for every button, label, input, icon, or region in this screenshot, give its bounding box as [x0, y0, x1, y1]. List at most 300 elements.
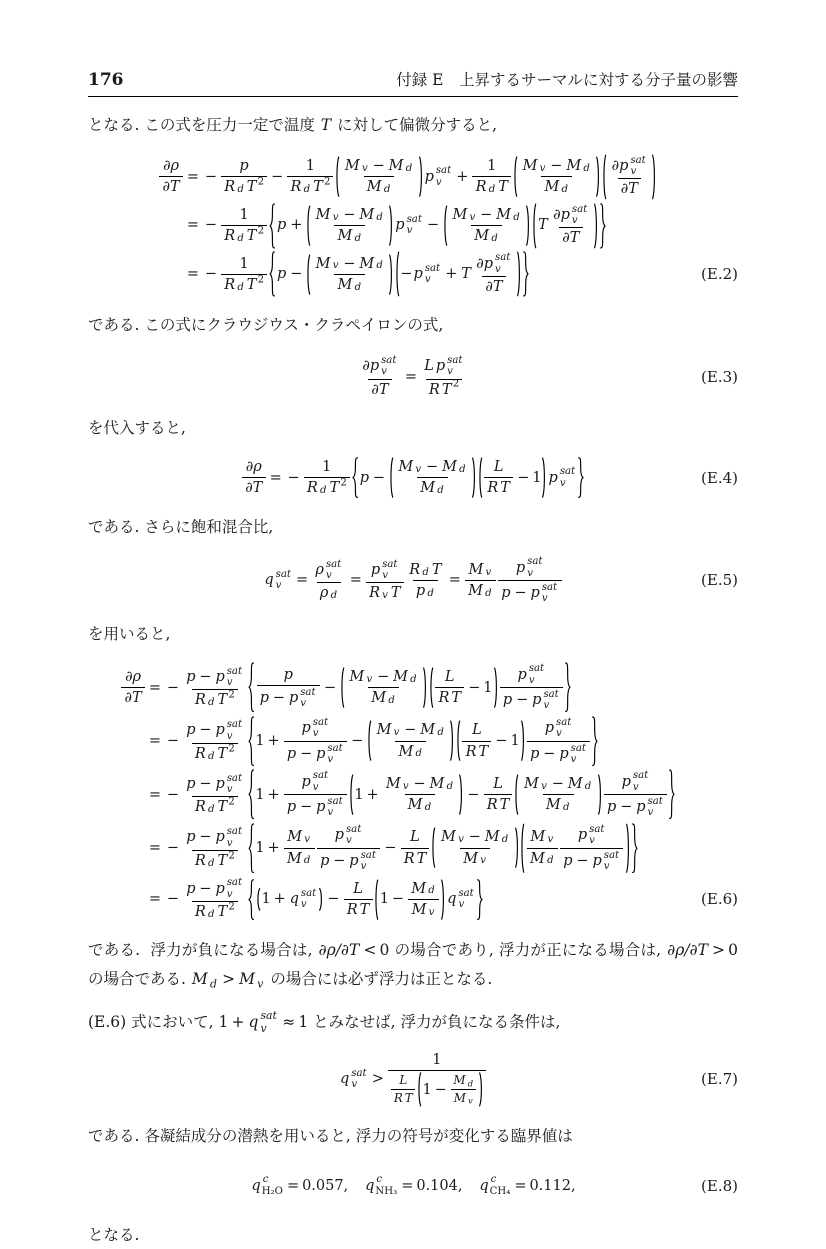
math-fraction	[284, 769, 347, 820]
group-content	[536, 203, 594, 249]
math-superscript	[588, 824, 605, 835]
math-fraction	[408, 879, 439, 920]
math-subsup	[375, 1174, 397, 1197]
math-var: d	[424, 801, 432, 813]
math-subsup	[559, 466, 576, 489]
math-var: v	[226, 837, 233, 849]
equation-number: (E.3)	[701, 367, 738, 386]
math-subscript	[526, 568, 534, 579]
math-operator: −	[166, 891, 179, 908]
math-subsup	[226, 773, 243, 796]
math-subscript	[632, 782, 640, 793]
text-run: となる. この式を圧力一定で温度	[88, 116, 320, 134]
math-fraction	[373, 720, 448, 761]
math-var: M	[468, 561, 484, 578]
math-subscript	[303, 184, 311, 197]
math-var: sat	[226, 877, 243, 889]
math-var: q	[365, 1177, 375, 1194]
fraction-denominator	[500, 687, 563, 713]
fraction-numerator	[550, 203, 592, 228]
math-fraction	[465, 560, 496, 601]
text-run: (E.6) 式において,	[88, 1012, 219, 1031]
equation-number: (E.5)	[701, 571, 738, 590]
math-var: sat	[260, 1009, 277, 1023]
math-var: ∂p	[362, 358, 380, 375]
math-operator: =	[287, 1177, 300, 1194]
math-var: v	[345, 835, 352, 847]
math-subscript	[236, 282, 244, 295]
math-num: 1	[510, 733, 520, 750]
math-subscript	[488, 184, 496, 197]
math-var: sat	[543, 689, 559, 701]
fraction-numerator	[521, 774, 596, 794]
fraction-denominator	[221, 225, 267, 246]
fraction-numerator	[183, 772, 246, 797]
math-subsup	[326, 796, 343, 819]
math-subscript	[354, 282, 362, 295]
math-subscript	[562, 802, 570, 815]
math-var: ∂ρ	[245, 458, 262, 475]
math-superscript	[325, 559, 342, 570]
math-var: p	[334, 827, 344, 844]
math-var: T	[313, 179, 323, 196]
math-var: sat	[447, 354, 463, 366]
math-subscript	[319, 485, 327, 498]
math-var: ∂ρ/∂T	[318, 941, 360, 960]
math-operator: −	[271, 168, 284, 185]
math-subscript	[501, 834, 509, 847]
math-subsup	[226, 877, 243, 900]
math-fraction	[421, 354, 467, 400]
math-var: T	[329, 480, 340, 497]
math-subscript	[467, 1096, 474, 1106]
math-subscript	[236, 184, 244, 197]
paren-bracket	[517, 251, 521, 297]
math-var: M	[239, 969, 256, 988]
math-var: R	[487, 480, 499, 497]
math-fraction	[484, 457, 513, 498]
text-run: を代入すると,	[88, 418, 186, 437]
math-var: ∂ρ	[163, 157, 180, 174]
math-operator: −	[372, 157, 385, 174]
math-var: T	[217, 852, 228, 869]
math-var: M	[315, 255, 331, 272]
math-operator: =	[148, 786, 162, 803]
math-operator: −	[468, 829, 481, 846]
math-var: v	[435, 176, 442, 188]
paren-group	[602, 154, 657, 200]
group-content	[310, 254, 389, 295]
math-superscript	[647, 796, 664, 807]
math-var: M	[366, 179, 382, 196]
math-fraction	[391, 1072, 415, 1107]
math-var: M	[474, 227, 490, 244]
fraction-denominator	[472, 176, 511, 197]
math-var: v	[360, 860, 367, 872]
math-superscript	[262, 1174, 270, 1185]
paragraph	[88, 513, 738, 542]
brace-bracket	[592, 716, 598, 767]
math-var: sat	[589, 823, 605, 835]
math-subscript	[207, 804, 215, 817]
fraction-numerator	[490, 774, 506, 794]
equation-body	[358, 354, 468, 400]
math-superscript	[258, 225, 264, 238]
fraction-denominator	[413, 580, 438, 601]
math-superscript	[457, 888, 474, 899]
paren-group	[340, 667, 428, 708]
math-superscript	[326, 743, 343, 754]
math-operator: −	[300, 799, 313, 816]
paren-group	[431, 827, 519, 868]
math-var: sat	[570, 742, 586, 754]
fraction-denominator	[159, 176, 183, 197]
math-var: sat	[351, 1067, 367, 1079]
math-var: d	[415, 748, 422, 760]
math-operator: +	[231, 1012, 245, 1031]
paren-group	[429, 667, 498, 708]
math-var: v	[480, 855, 487, 867]
page-number: 176	[88, 70, 124, 90]
math-operator: −	[323, 679, 337, 696]
math-var: p	[186, 722, 196, 739]
math-superscript	[435, 165, 452, 176]
math-var: sat	[541, 581, 558, 593]
math-var: M	[441, 829, 456, 846]
paren-group	[256, 888, 324, 911]
text-run: の場合である.	[88, 941, 743, 988]
math-var: d	[562, 801, 570, 813]
math-var: p	[359, 469, 370, 486]
math-var: p	[186, 880, 196, 897]
math-superscript	[326, 796, 343, 807]
math-fraction	[312, 205, 387, 246]
fraction-denominator	[560, 848, 623, 874]
math-operator: +	[267, 786, 280, 803]
math-operator: ≈	[282, 1012, 296, 1031]
math-var: M	[544, 179, 560, 196]
math-var: p	[349, 852, 359, 869]
math-fraction	[473, 251, 515, 297]
equation-lhs	[92, 667, 146, 708]
math-subscript	[457, 834, 465, 847]
equation-block-E.7	[88, 1050, 738, 1108]
fraction-denominator	[368, 379, 392, 400]
paren-bracket	[515, 827, 519, 868]
math-fraction	[284, 827, 315, 868]
text-run: とみなせば, 浮力が負になる条件は,	[308, 1012, 561, 1031]
fraction-numerator	[284, 827, 314, 847]
math-var: v	[312, 728, 319, 740]
math-var: d	[547, 855, 554, 867]
math-num: 2	[452, 378, 460, 390]
group-content	[606, 154, 652, 200]
math-operator: =	[148, 891, 162, 908]
math-subscript	[226, 889, 234, 900]
math-var: d	[583, 162, 590, 174]
math-operator: =	[186, 217, 200, 234]
fraction-denominator	[484, 794, 513, 815]
math-fraction	[527, 716, 590, 767]
math-var: d	[513, 211, 520, 223]
math-var: d	[320, 484, 327, 496]
math-var: M	[524, 775, 539, 792]
math-num: −	[400, 266, 413, 283]
equation-block-E.6	[88, 662, 738, 922]
math-var: d	[237, 232, 244, 244]
math-var: d	[383, 183, 391, 195]
math-fraction	[498, 555, 561, 606]
math-subsup	[424, 263, 441, 286]
math-subsup	[490, 1174, 511, 1197]
math-operator: −	[543, 745, 556, 762]
math-subscript	[414, 464, 422, 477]
equation-body	[263, 555, 562, 606]
math-var: sat	[345, 823, 362, 835]
math-operator: −	[351, 733, 364, 750]
fraction-denominator	[395, 741, 426, 762]
math-operator: −	[166, 679, 179, 696]
math-var: v	[543, 700, 550, 712]
math-var: p	[186, 829, 196, 846]
paren-bracket	[459, 774, 463, 815]
math-superscript	[312, 717, 329, 728]
math-subsup	[312, 770, 329, 793]
math-var: R	[409, 561, 421, 578]
math-superscript	[375, 1174, 383, 1185]
math-var: T	[441, 381, 452, 398]
group-content	[433, 667, 493, 708]
math-subscript	[512, 212, 520, 225]
math-var: R	[393, 1091, 403, 1106]
math-var: M	[496, 206, 512, 223]
math-subscript	[262, 1186, 283, 1197]
math-var: L	[493, 458, 504, 475]
fraction-denominator	[559, 227, 583, 248]
math-num: 2	[257, 176, 265, 188]
math-var: R	[486, 797, 498, 814]
equation-body	[146, 823, 638, 874]
math-operator: =	[349, 572, 362, 589]
fraction-denominator	[451, 1089, 476, 1107]
math-num: 1	[255, 840, 265, 857]
equation-line	[88, 1165, 738, 1207]
fraction-numerator	[122, 667, 144, 687]
math-fraction	[342, 156, 417, 197]
paren-group	[367, 720, 455, 761]
math-subscript	[467, 1078, 474, 1088]
paren-bracket	[594, 203, 598, 249]
math-subsup	[381, 559, 398, 582]
math-subscript	[409, 674, 417, 687]
math-fraction	[560, 823, 623, 874]
math-fraction	[472, 156, 511, 197]
paragraph	[88, 111, 738, 140]
math-fraction	[317, 823, 380, 874]
math-operator: −	[468, 679, 481, 696]
math-var: v	[469, 211, 476, 223]
fraction-denominator	[242, 477, 266, 498]
math-var: q	[248, 1012, 259, 1031]
math-subscript	[226, 838, 234, 849]
math-var: v	[351, 1079, 358, 1091]
fraction-denominator	[192, 850, 238, 871]
math-fraction	[183, 665, 246, 711]
math-subsup	[526, 556, 543, 579]
text-run: の場合には必ず浮力は正となる.	[265, 969, 493, 988]
math-num: NH₃	[375, 1185, 398, 1197]
math-fraction	[395, 457, 470, 498]
fraction-denominator	[121, 687, 145, 708]
fraction-denominator	[192, 796, 238, 817]
math-operator: −	[480, 206, 493, 223]
math-fraction	[221, 156, 267, 197]
math-superscript	[258, 176, 264, 189]
math-subsup	[542, 689, 559, 712]
paren-bracket	[596, 156, 600, 197]
equation-line	[92, 662, 738, 713]
math-var: M	[522, 157, 538, 174]
math-subscript	[330, 590, 338, 603]
math-superscript	[559, 466, 576, 477]
math-var: T	[500, 480, 510, 497]
fraction-numerator	[449, 205, 524, 225]
math-var: p	[286, 799, 297, 816]
math-var: T	[390, 585, 401, 602]
math-operator: −	[404, 722, 417, 739]
fraction-denominator	[317, 848, 380, 874]
math-subscript	[540, 781, 548, 794]
math-var: v	[366, 673, 373, 685]
math-var: ∂T	[562, 230, 580, 247]
paren-group	[306, 205, 394, 246]
math-var: R	[194, 904, 206, 921]
math-operator: −	[427, 217, 440, 234]
fraction-denominator	[604, 794, 667, 820]
math-num: 1	[239, 206, 249, 223]
math-var: d	[303, 855, 311, 867]
fraction-denominator	[284, 848, 315, 869]
brace-bracket	[523, 251, 529, 297]
math-var: p	[215, 775, 225, 792]
math-operator: +	[445, 266, 458, 283]
math-var: p	[424, 168, 434, 185]
math-var: M	[337, 276, 353, 293]
fraction-numerator	[373, 720, 448, 740]
math-var: p	[592, 852, 602, 869]
math-subscript	[436, 485, 444, 498]
math-fraction	[284, 716, 347, 767]
fraction-numerator	[465, 560, 495, 580]
math-var: sat	[630, 154, 646, 166]
fraction-numerator	[407, 827, 423, 847]
paragraph	[88, 311, 738, 340]
math-operator: −	[426, 458, 439, 475]
group-content	[447, 205, 526, 246]
text-run: の場合であり, 浮力が正になる場合は,	[389, 941, 667, 960]
math-var: q	[264, 572, 274, 589]
math-superscript	[528, 663, 545, 674]
math-subscript	[542, 700, 550, 711]
text-run: である. さらに飽和混合比,	[88, 517, 274, 536]
math-var: T	[217, 799, 228, 816]
math-superscript	[324, 176, 330, 189]
math-fraction	[388, 1050, 486, 1108]
math-subscript	[226, 731, 234, 742]
math-subscript	[647, 807, 655, 818]
brace-group	[248, 769, 675, 820]
math-subscript	[332, 260, 340, 273]
math-subscript	[312, 728, 320, 739]
math-var: v	[327, 807, 334, 819]
math-operator: =	[148, 840, 162, 857]
math-superscript	[360, 850, 377, 861]
paren-bracket	[542, 457, 546, 498]
equation-line	[92, 823, 738, 874]
math-operator: −	[384, 840, 397, 857]
brace-group	[248, 823, 637, 874]
math-var: p	[215, 880, 225, 897]
math-var: L	[444, 668, 455, 685]
math-var: M	[359, 255, 375, 272]
math-var: sat	[300, 887, 317, 899]
math-var: v	[332, 211, 339, 223]
math-subsup	[345, 824, 362, 847]
math-var: M	[287, 829, 303, 846]
math-subscript	[387, 695, 395, 708]
math-num: H₂O	[261, 1185, 283, 1197]
fraction-denominator	[618, 178, 642, 199]
math-subsup	[541, 582, 558, 605]
equation-body	[146, 716, 599, 767]
math-subscript	[226, 784, 234, 795]
fraction-denominator	[484, 477, 513, 498]
paren-group	[389, 457, 477, 498]
math-num: 1	[218, 1012, 229, 1031]
fraction-denominator	[471, 225, 502, 246]
math-subscript	[383, 184, 391, 197]
fraction-numerator	[491, 457, 507, 477]
math-subscript	[555, 728, 563, 739]
math-fraction	[550, 203, 592, 249]
math-var: T	[461, 266, 471, 283]
math-subsup	[259, 1010, 277, 1034]
paren-bracket	[389, 205, 393, 246]
math-var: p	[395, 217, 405, 234]
math-var: M	[337, 227, 353, 244]
math-subscript	[345, 835, 353, 846]
fraction-denominator	[408, 899, 438, 920]
paragraph	[88, 620, 738, 649]
math-var: v	[541, 780, 547, 792]
math-subscript	[209, 974, 218, 994]
math-operator: =	[186, 266, 200, 283]
text-run: である. この式にクラウジウス・クラペイロンの式,	[88, 316, 444, 335]
math-fraction	[521, 774, 596, 815]
math-superscript	[494, 252, 511, 263]
math-var: p	[435, 358, 446, 375]
brace-group	[269, 203, 606, 249]
math-var: R	[224, 227, 236, 244]
math-operator: <	[363, 941, 377, 960]
brace-bracket	[669, 769, 675, 820]
fraction-denominator	[287, 176, 333, 197]
math-var: p	[239, 157, 249, 174]
math-var: d	[207, 750, 215, 762]
paren-bracket	[626, 823, 630, 874]
group-content	[371, 720, 450, 761]
math-var: p	[186, 668, 196, 685]
